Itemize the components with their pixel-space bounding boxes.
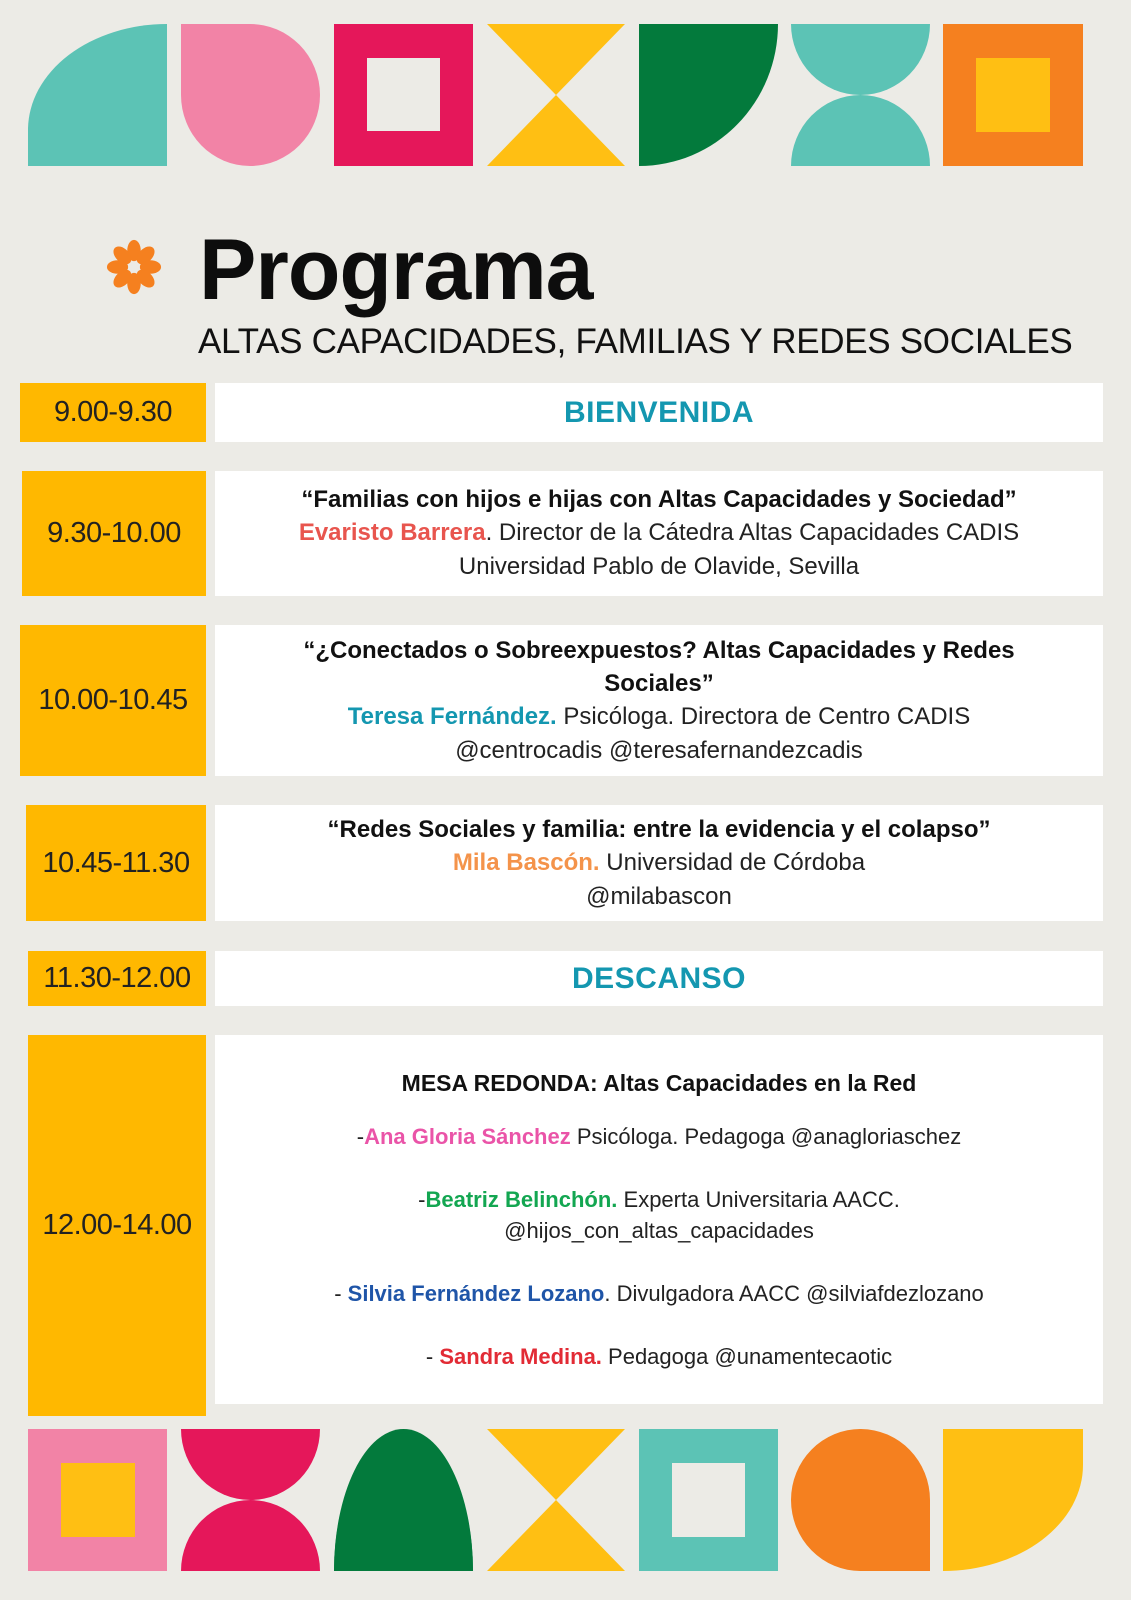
panelist-item: - Silvia Fernández Lozano. Divulgadora AACC @silviafdezlozano xyxy=(334,1281,984,1306)
speaker-extra: Universidad Pablo de Olavide, Sevilla xyxy=(458,553,860,580)
yellow-hourglass-shape xyxy=(487,24,625,95)
schedule-box-talk xyxy=(215,471,1103,596)
time-slot: 10.00-10.45 xyxy=(20,625,206,776)
talk-title: “¿Conectados o Sobreexpuestos? Altas Capacidades y Redes Sociales” xyxy=(303,636,1015,697)
time-slot: 11.30-12.00 xyxy=(28,951,206,1006)
roundtable-title: MESA REDONDA: Altas Capacidades en la Red xyxy=(401,1070,917,1096)
teal-bowtie-shape xyxy=(791,24,930,95)
time-slot: 9.30-10.00 xyxy=(22,471,206,596)
time-slot: 12.00-14.00 xyxy=(28,1035,206,1416)
yellow-quarter-shape xyxy=(943,1429,1083,1571)
speaker-name: Mila Bascón. xyxy=(452,848,600,876)
panelist-role: Psicóloga. Pedagoga @anagloriaschez xyxy=(570,1124,962,1149)
section-heading: BIENVENIDA xyxy=(563,395,755,429)
speaker-line xyxy=(299,516,1019,550)
speaker-role: . Director de la Cátedra Altas Capacidades CADIS xyxy=(485,519,1020,546)
top-decorative-band xyxy=(28,24,1103,166)
green-quarter-shape xyxy=(639,24,778,166)
speaker-extra: @centrocadis @teresafernandezcadis xyxy=(455,736,863,764)
schedule-box-talk xyxy=(215,805,1103,921)
teal-quarter-shape xyxy=(28,24,167,166)
flower-asterisk-icon xyxy=(105,238,163,296)
panelist-handle: @hijos_con_altas_capacidades xyxy=(504,1218,814,1243)
speaker-line xyxy=(348,700,970,734)
time-slot: 10.45-11.30 xyxy=(26,805,206,921)
panelist-name: Silvia Fernández Lozano xyxy=(347,1281,605,1306)
bottom-decorative-band xyxy=(28,1429,1103,1571)
schedule-box-welcome xyxy=(215,383,1103,442)
speaker-name: Evaristo Barrera xyxy=(298,519,486,546)
schedule-box-roundtable xyxy=(215,1035,1103,1404)
schedule-box-talk xyxy=(215,625,1103,776)
page-title: Programa xyxy=(199,222,593,318)
pink-arch-shape xyxy=(181,24,320,166)
talk-title: “Familias con hijos e hijas con Altas Capacidades y Sociedad” xyxy=(301,486,1017,513)
panelist-role: Pedagoga @unamentecaotic xyxy=(601,1344,893,1369)
panelist-item: -Ana Gloria Sánchez Psicóloga. Pedagoga @anagloriaschez xyxy=(356,1124,962,1149)
talk-title: “Redes Sociales y familia: entre la evidencia y el colapso” xyxy=(327,815,991,843)
panelist-item: - Sandra Medina. Pedagoga @unamentecaotic xyxy=(425,1344,893,1369)
speaker-name: Teresa Fernández. xyxy=(347,702,557,730)
speaker-line xyxy=(453,846,865,880)
panelist-name: Ana Gloria Sánchez xyxy=(364,1124,571,1149)
panelist-item: -Beatriz Belinchón. Experta Universitaria AACC. @hijos_con_altas_capacidades xyxy=(418,1187,900,1243)
panelist-role: . Divulgadora AACC @silviafdezlozano xyxy=(604,1281,984,1306)
panelist-name: Sandra Medina. xyxy=(439,1344,602,1369)
panelist-role: Experta Universitaria AACC. xyxy=(617,1187,900,1212)
section-heading: DESCANSO xyxy=(571,961,747,995)
orange-drop-shape xyxy=(791,1429,930,1571)
speaker-role: Universidad de Córdoba xyxy=(599,848,866,876)
speaker-role: Psicóloga. Directora de Centro CADIS xyxy=(556,702,971,730)
schedule-box-break xyxy=(215,951,1103,1006)
time-slot: 9.00-9.30 xyxy=(20,383,206,442)
magenta-bowtie-shape xyxy=(181,1429,320,1500)
panelist-name: Beatriz Belinchón. xyxy=(425,1187,618,1212)
yellow-hourglass-shape xyxy=(487,1429,625,1500)
page-subtitle: ALTAS CAPACIDADES, FAMILIAS Y REDES SOCIALES xyxy=(198,322,1073,361)
speaker-extra: @milabascon xyxy=(586,882,732,910)
